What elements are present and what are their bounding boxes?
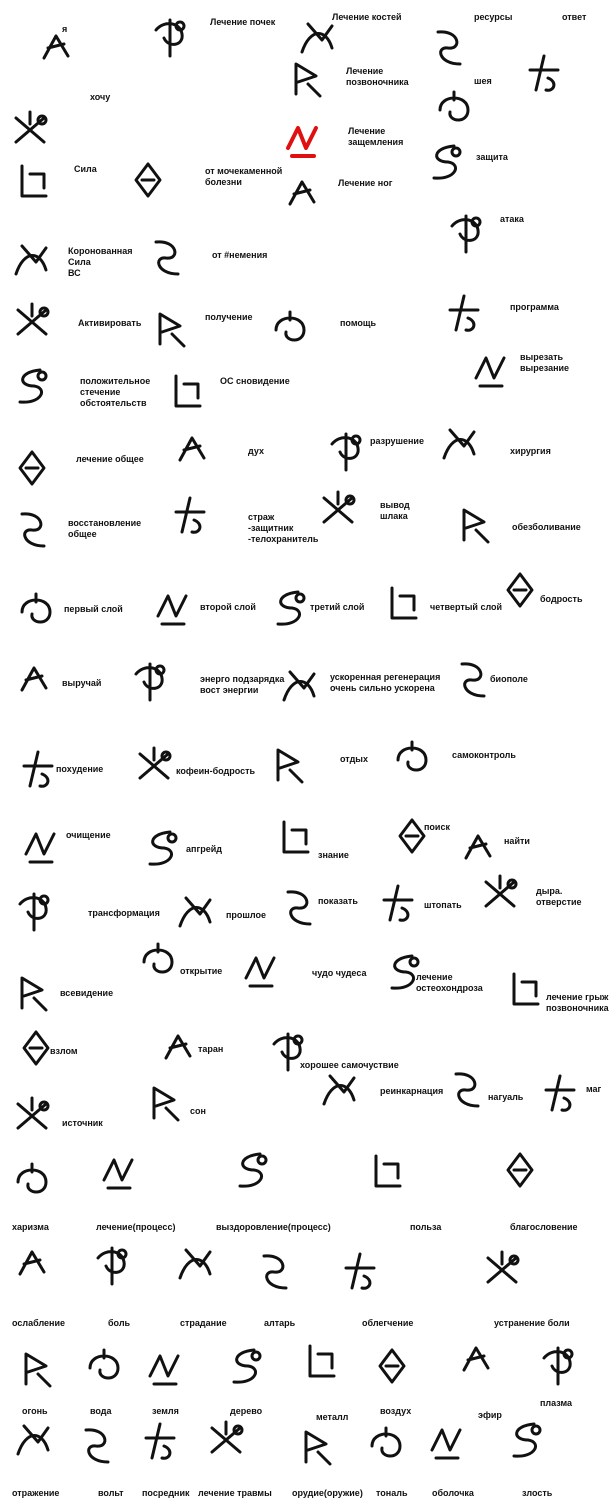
rune-mag-icon — [540, 1072, 580, 1116]
rune-lechenie-obshchee-icon — [12, 448, 52, 492]
rune-label-strazh: страж -защитник -телохранитель — [248, 512, 319, 544]
rune-proshloe-icon — [176, 892, 216, 936]
rune-label-zashchita: защита — [476, 152, 508, 162]
rune-label-polozhitelnoe: положительное стечение обстоятельств — [80, 376, 151, 408]
rune-oblegchenie-icon — [340, 1250, 380, 1294]
rune-label-nagual: нагуаль — [488, 1092, 524, 1102]
rune-label-transformatsiya: трансформация — [88, 908, 160, 918]
rune-bodrost-icon — [500, 570, 540, 614]
rune-label-otrazhenie: отражение — [12, 1488, 60, 1498]
rune-bol-icon — [92, 1244, 132, 1288]
rune-label-otkrytie: открытие — [180, 966, 223, 976]
rune-label-regeneratsiya: ускоренная регенерация очень сильно ускорена — [330, 672, 441, 693]
rune-blagoslovenie-icon — [500, 1150, 540, 1194]
rune-label-zlost: злость — [522, 1488, 553, 1498]
rune-label-gryzh: лечение грыж позвоночника — [546, 992, 609, 1013]
rune-koronovannaya-sila-icon — [12, 240, 52, 284]
rune-label-ataka: атака — [500, 214, 524, 224]
rune-label-hochu: хочу — [90, 92, 111, 102]
rune-label-stradanie: страдание — [180, 1318, 227, 1328]
rune-label-metall: металл — [316, 1412, 349, 1422]
rune-metall-icon — [304, 1340, 344, 1384]
rune-volt-icon — [78, 1424, 118, 1468]
rune-label-obezbolivanie: обезболивание — [512, 522, 581, 532]
rune-label-vosstanovlenie: восстановление общее — [68, 518, 142, 539]
rune-vsevidenie-icon — [12, 970, 52, 1014]
rune-label-biopole: биополе — [490, 674, 528, 684]
rune-label-ot-mochekamennoy: от мочекаменной болезни — [205, 166, 283, 187]
rune-zemlya-icon — [146, 1346, 186, 1390]
rune-label-lechenie-travmy: лечение травмы — [198, 1488, 272, 1498]
rune-label-pomoshch: помощь — [340, 318, 376, 328]
rune-reinkarnatsiya-icon — [320, 1070, 360, 1114]
rune-label-lechenie-pochek: Лечение почек — [210, 17, 276, 27]
rune-label-vyzdorovlenie: выздоровление(процесс) — [216, 1222, 331, 1232]
rune-taran-icon — [160, 1028, 200, 1072]
rune-label-voda: вода — [90, 1406, 112, 1416]
rune-ochishchenie-icon — [22, 824, 62, 868]
rune-label-sheya: шея — [474, 76, 492, 86]
rune-label-orudie: орудие(оружие) — [292, 1488, 363, 1498]
rune-label-vyvod-shlaka: вывод шлака — [380, 500, 410, 521]
rune-nayti-icon — [460, 828, 500, 872]
rune-label-dyra: дыра. отверстие — [536, 886, 582, 907]
rune-label-poisk: поиск — [424, 822, 450, 832]
rune-label-ot-onemeniya: от #немения — [212, 250, 268, 260]
rune-lechenie-zashchemleniya-icon — [284, 118, 324, 162]
rune-apgreyd-icon — [142, 828, 182, 872]
rune-sloy4-icon — [386, 582, 426, 626]
rune-obolochka-icon — [428, 1420, 468, 1464]
rune-ot-mochekamennoy-icon — [128, 160, 168, 204]
rune-transformatsiya-icon — [14, 890, 54, 934]
rune-vyvod-shlaka-icon — [320, 490, 360, 534]
rune-aktivirovat-icon — [14, 302, 54, 346]
rune-label-sloy1: первый слой — [64, 604, 123, 614]
rune-label-bodrost: бодрость — [540, 594, 583, 604]
rune-label-vsevidenie: всевидение — [60, 988, 114, 998]
rune-label-razrushenie: разрушение — [370, 436, 424, 446]
rune-vyruchay-icon — [16, 660, 56, 704]
rune-label-lechenie-protsess: лечение(процесс) — [96, 1222, 176, 1232]
rune-znanie-icon — [278, 816, 318, 860]
rune-lechenie-pozvonochnika-icon — [286, 56, 326, 100]
rune-label-ya: я — [62, 24, 68, 34]
rune-lechenie-travmy-icon — [208, 1420, 248, 1464]
rune-label-shtopat: штопать — [424, 900, 462, 910]
rune-ya-icon — [38, 28, 78, 72]
rune-sila-icon — [16, 160, 56, 204]
rune-label-derevo: дерево — [230, 1406, 263, 1416]
rune-efir-icon — [458, 1340, 498, 1384]
rune-label-efir: эфир — [478, 1410, 502, 1420]
rune-label-kharizma: харизма — [12, 1222, 49, 1232]
rune-label-nayti: найти — [504, 836, 530, 846]
rune-label-plazma: плазма — [540, 1398, 573, 1408]
rune-kharizma-icon — [12, 1160, 52, 1204]
rune-otvet-icon — [524, 52, 564, 96]
rune-label-obolochka: оболочка — [432, 1488, 474, 1498]
rune-nagual-icon — [448, 1068, 488, 1112]
rune-pokazat-icon — [280, 886, 320, 930]
rune-sheya-icon — [434, 88, 474, 132]
rune-label-bol: боль — [108, 1318, 131, 1328]
rune-regeneratsiya-icon — [280, 666, 320, 710]
rune-label-mag: маг — [586, 1084, 602, 1094]
rune-label-aktivirovat: Активировать — [78, 318, 142, 328]
rune-biopole-icon — [454, 658, 494, 702]
rune-os-snovidenie-icon — [170, 370, 210, 414]
rune-ot-onemeniya-icon — [148, 236, 188, 280]
rune-label-otvet: ответ — [562, 12, 587, 22]
rune-plazma-icon — [538, 1344, 578, 1388]
rune-label-posrednik: посредник — [142, 1488, 190, 1498]
rune-label-taran: таран — [198, 1044, 224, 1054]
rune-label-altar: алтарь — [264, 1318, 296, 1328]
rune-lechenie-protsess-icon — [100, 1150, 140, 1194]
rune-label-volt: вольт — [98, 1488, 124, 1498]
rune-resursy-icon — [430, 26, 470, 70]
rune-label-dukh: дух — [248, 446, 264, 456]
rune-posrednik-icon — [140, 1420, 180, 1464]
rune-vyzdorovlenie-icon — [232, 1150, 272, 1194]
rune-label-lechenie-nog: Лечение ног — [338, 178, 393, 188]
rune-label-poluchenie: получение — [205, 312, 253, 322]
rune-zlost-icon — [506, 1420, 546, 1464]
rune-razrushenie-icon — [326, 430, 366, 474]
rune-polza-icon — [370, 1150, 410, 1194]
rune-samokontrol-icon — [392, 738, 432, 782]
rune-gryzh-icon — [508, 968, 548, 1012]
rune-derevo-icon — [226, 1346, 266, 1390]
rune-ogon-icon — [16, 1346, 56, 1390]
rune-label-pokhudenie: похудение — [56, 764, 104, 774]
rune-label-blagoslovenie: благословение — [510, 1222, 578, 1232]
rune-otrazhenie-icon — [14, 1420, 54, 1464]
rune-label-samokontrol: самоконтроль — [452, 750, 516, 760]
rune-label-programma: программа — [510, 302, 559, 312]
rune-label-sloy3: третий слой — [310, 602, 365, 612]
rune-son-icon — [144, 1080, 184, 1124]
rune-label-osteokhondroz: лечение остеохондроза — [416, 972, 483, 993]
rune-label-resursy: ресурсы — [474, 12, 513, 22]
rune-label-ustranenie-boli: устранение боли — [494, 1318, 570, 1328]
rune-otdykh-icon — [268, 742, 308, 786]
rune-label-vyruchay: выручай — [62, 678, 102, 688]
rune-label-proshloe: прошлое — [226, 910, 267, 920]
rune-label-otdykh: отдых — [340, 754, 368, 764]
rune-altar-icon — [256, 1250, 296, 1294]
rune-label-tonal: тональ — [376, 1488, 408, 1498]
rune-kofein-icon — [136, 746, 176, 790]
rune-istochnik-icon — [14, 1096, 54, 1140]
rune-label-koronovannaya-sila: Коронованная Сила ВС — [68, 246, 133, 278]
rune-vyrezat-icon — [472, 348, 512, 392]
rune-label-zemlya: земля — [152, 1406, 179, 1416]
rune-label-samochuvstvie: хорошее самочуствие — [300, 1060, 399, 1070]
rune-lechenie-pochek-icon — [150, 16, 190, 60]
rune-zashchita-icon — [426, 142, 466, 186]
rune-label-polza: польза — [410, 1222, 442, 1232]
rune-energo-icon — [130, 660, 170, 704]
rune-label-energo: энерго подзарядка вост энергии — [200, 674, 285, 695]
rune-obezbolivanie-icon — [454, 502, 494, 546]
rune-ustranenie-boli-icon — [484, 1250, 524, 1294]
rune-label-ogon: огонь — [22, 1406, 48, 1416]
rune-orudie-icon — [296, 1424, 336, 1468]
rune-label-vzlom: взлом — [50, 1046, 78, 1056]
rune-label-pokazat: показать — [318, 896, 358, 906]
rune-stradanie-icon — [176, 1244, 216, 1288]
rune-strazh-icon — [170, 494, 210, 538]
rune-sloy1-icon — [16, 590, 56, 634]
rune-oslablenie-icon — [14, 1244, 54, 1288]
rune-tonal-icon — [366, 1424, 406, 1468]
rune-ataka-icon — [446, 212, 486, 256]
rune-label-lechenie-kostey: Лечение костей — [332, 12, 402, 22]
rune-pomoshch-icon — [270, 308, 310, 352]
rune-vosstanovlenie-icon — [14, 508, 54, 552]
rune-label-sloy4: четвертый слой — [430, 602, 503, 612]
rune-label-oblegchenie: облегчение — [362, 1318, 414, 1328]
rune-lechenie-nog-icon — [284, 174, 324, 218]
rune-vozdukh-icon — [372, 1346, 412, 1390]
rune-label-son: сон — [190, 1106, 206, 1116]
rune-dyra-icon — [482, 874, 522, 918]
rune-polozhitelnoe-icon — [12, 366, 52, 410]
rune-voda-icon — [84, 1346, 124, 1390]
rune-pokhudenie-icon — [18, 748, 58, 792]
rune-shtopat-icon — [378, 882, 418, 926]
rune-label-lechenie-zashchemleniya: Лечение защемления — [348, 126, 404, 147]
rune-label-sila: Сила — [74, 164, 97, 174]
rune-label-lechenie-pozvonochnika: Лечение позвоночника — [346, 66, 409, 87]
rune-label-istochnik: источник — [62, 1118, 103, 1128]
rune-label-reinkarnatsiya: реинкарнация — [380, 1086, 444, 1096]
rune-label-apgreyd: апгрейд — [186, 844, 222, 854]
rune-label-khirurgiya: хирургия — [510, 446, 551, 456]
rune-label-lechenie-obshchee: лечение общее — [76, 454, 144, 464]
rune-label-vozdukh: воздух — [380, 1406, 412, 1416]
rune-otkrytie-icon — [138, 940, 178, 984]
rune-label-ochishchenie: очищение — [66, 830, 111, 840]
rune-label-znanie: знание — [318, 850, 349, 860]
rune-label-os-snovidenie: ОС сновидение — [220, 376, 290, 386]
rune-label-vyrezat: вырезать вырезание — [520, 352, 570, 373]
rune-khirurgiya-icon — [440, 424, 480, 468]
rune-programma-icon — [444, 292, 484, 336]
rune-sloy3-icon — [270, 588, 310, 632]
rune-label-kofein: кофеин-бодрость — [176, 766, 256, 776]
rune-sloy2-icon — [154, 586, 194, 630]
rune-label-sloy2: второй слой — [200, 602, 256, 612]
rune-hochu-icon — [12, 110, 52, 154]
rune-label-chudo: чудо чудеса — [312, 968, 367, 978]
rune-label-oslablenie: ослабление — [12, 1318, 66, 1328]
rune-dukh-icon — [174, 430, 214, 474]
rune-poluchenie-icon — [150, 306, 190, 350]
rune-chudo-icon — [242, 948, 282, 992]
